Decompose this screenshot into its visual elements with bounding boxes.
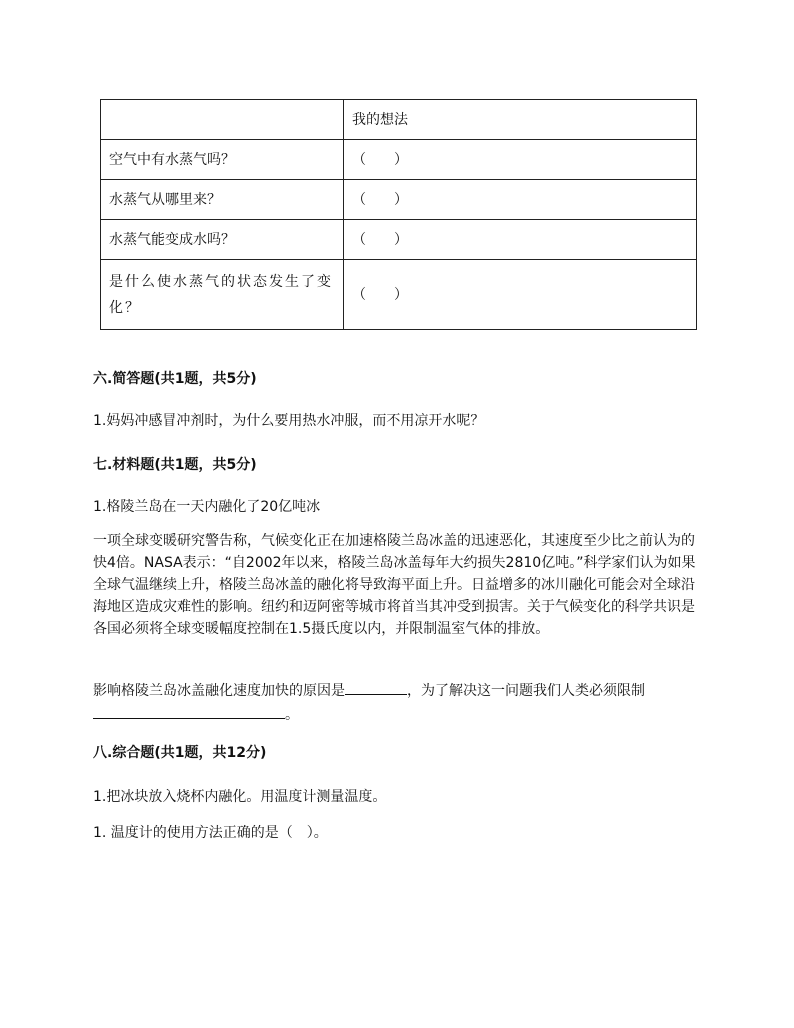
- table-question-cell: 空气中有水蒸气吗？: [101, 140, 344, 180]
- table-answer-cell[interactable]: （ ）: [344, 140, 697, 180]
- table-header-cell: [101, 100, 344, 140]
- table-answer-cell[interactable]: （ ）: [344, 260, 697, 330]
- section-6-title: 六.简答题(共1题，共5分): [93, 371, 257, 387]
- fill-text-part1: 影响格陵兰岛冰盖融化速度加快的原因是: [93, 683, 345, 699]
- table-question-cell: 水蒸气从哪里来？: [101, 180, 344, 220]
- table-question-cell: 是什么使水蒸气的状态发生了变化？: [101, 260, 344, 330]
- section-6-question-1: 1.妈妈冲感冒冲剂时，为什么要用热水冲服，而不用凉开水呢？: [93, 413, 485, 429]
- section-8-intro: 1.把冰块放入烧杯内融化。用温度计测量温度。: [93, 789, 387, 805]
- answer-blank[interactable]: [93, 704, 285, 719]
- section-7-fill-line-2: [93, 704, 299, 724]
- table-row: [101, 140, 697, 180]
- table-row: [101, 180, 697, 220]
- table-row: [101, 260, 697, 330]
- table-row: [101, 220, 697, 260]
- thought-table: [100, 99, 697, 330]
- table-header-row: [101, 100, 697, 140]
- section-8-question-1: 1. 温度计的使用方法正确的是（ ）。: [93, 825, 328, 841]
- section-7-question-1: 1.格陵兰岛在一天内融化了20亿吨冰: [93, 499, 321, 515]
- section-7-fill-line-1: [93, 680, 645, 700]
- table-header-cell: 我的想法: [344, 100, 697, 140]
- section-7-title: 七.材料题(共1题，共5分): [93, 457, 257, 473]
- section-8-title: 八.综合题(共1题，共12分): [93, 745, 267, 761]
- table-answer-cell[interactable]: （ ）: [344, 180, 697, 220]
- fill-text-end: 。: [285, 707, 299, 723]
- answer-blank[interactable]: [345, 680, 407, 695]
- table-question-cell: 水蒸气能变成水吗？: [101, 220, 344, 260]
- table-answer-cell[interactable]: （ ）: [344, 220, 697, 260]
- fill-text-part2: ，为了解决这一问题我们人类必须限制: [407, 683, 645, 699]
- section-7-passage: 一项全球变暖研究警告称，气候变化正在加速格陵兰岛冰盖的迅速恶化，其速度至少比之前认为的快4倍。NASA表示：“自2002年以来，格陵兰岛冰盖每年大约损失2810亿吨。”科学家们认为如果全球气温继续上升，格陵兰岛冰盖的融化将导致海平面上升。日益增多的冰川融化可能会对全球沿海地区造成灾难性的影响。纽约和迈阿密等城市将首当其冲受到损害。关于气候变化的科学共识是各国必须将全球变暖幅度控制在1.5摄氏度以内，并限制温室气体的排放。: [93, 533, 696, 637]
